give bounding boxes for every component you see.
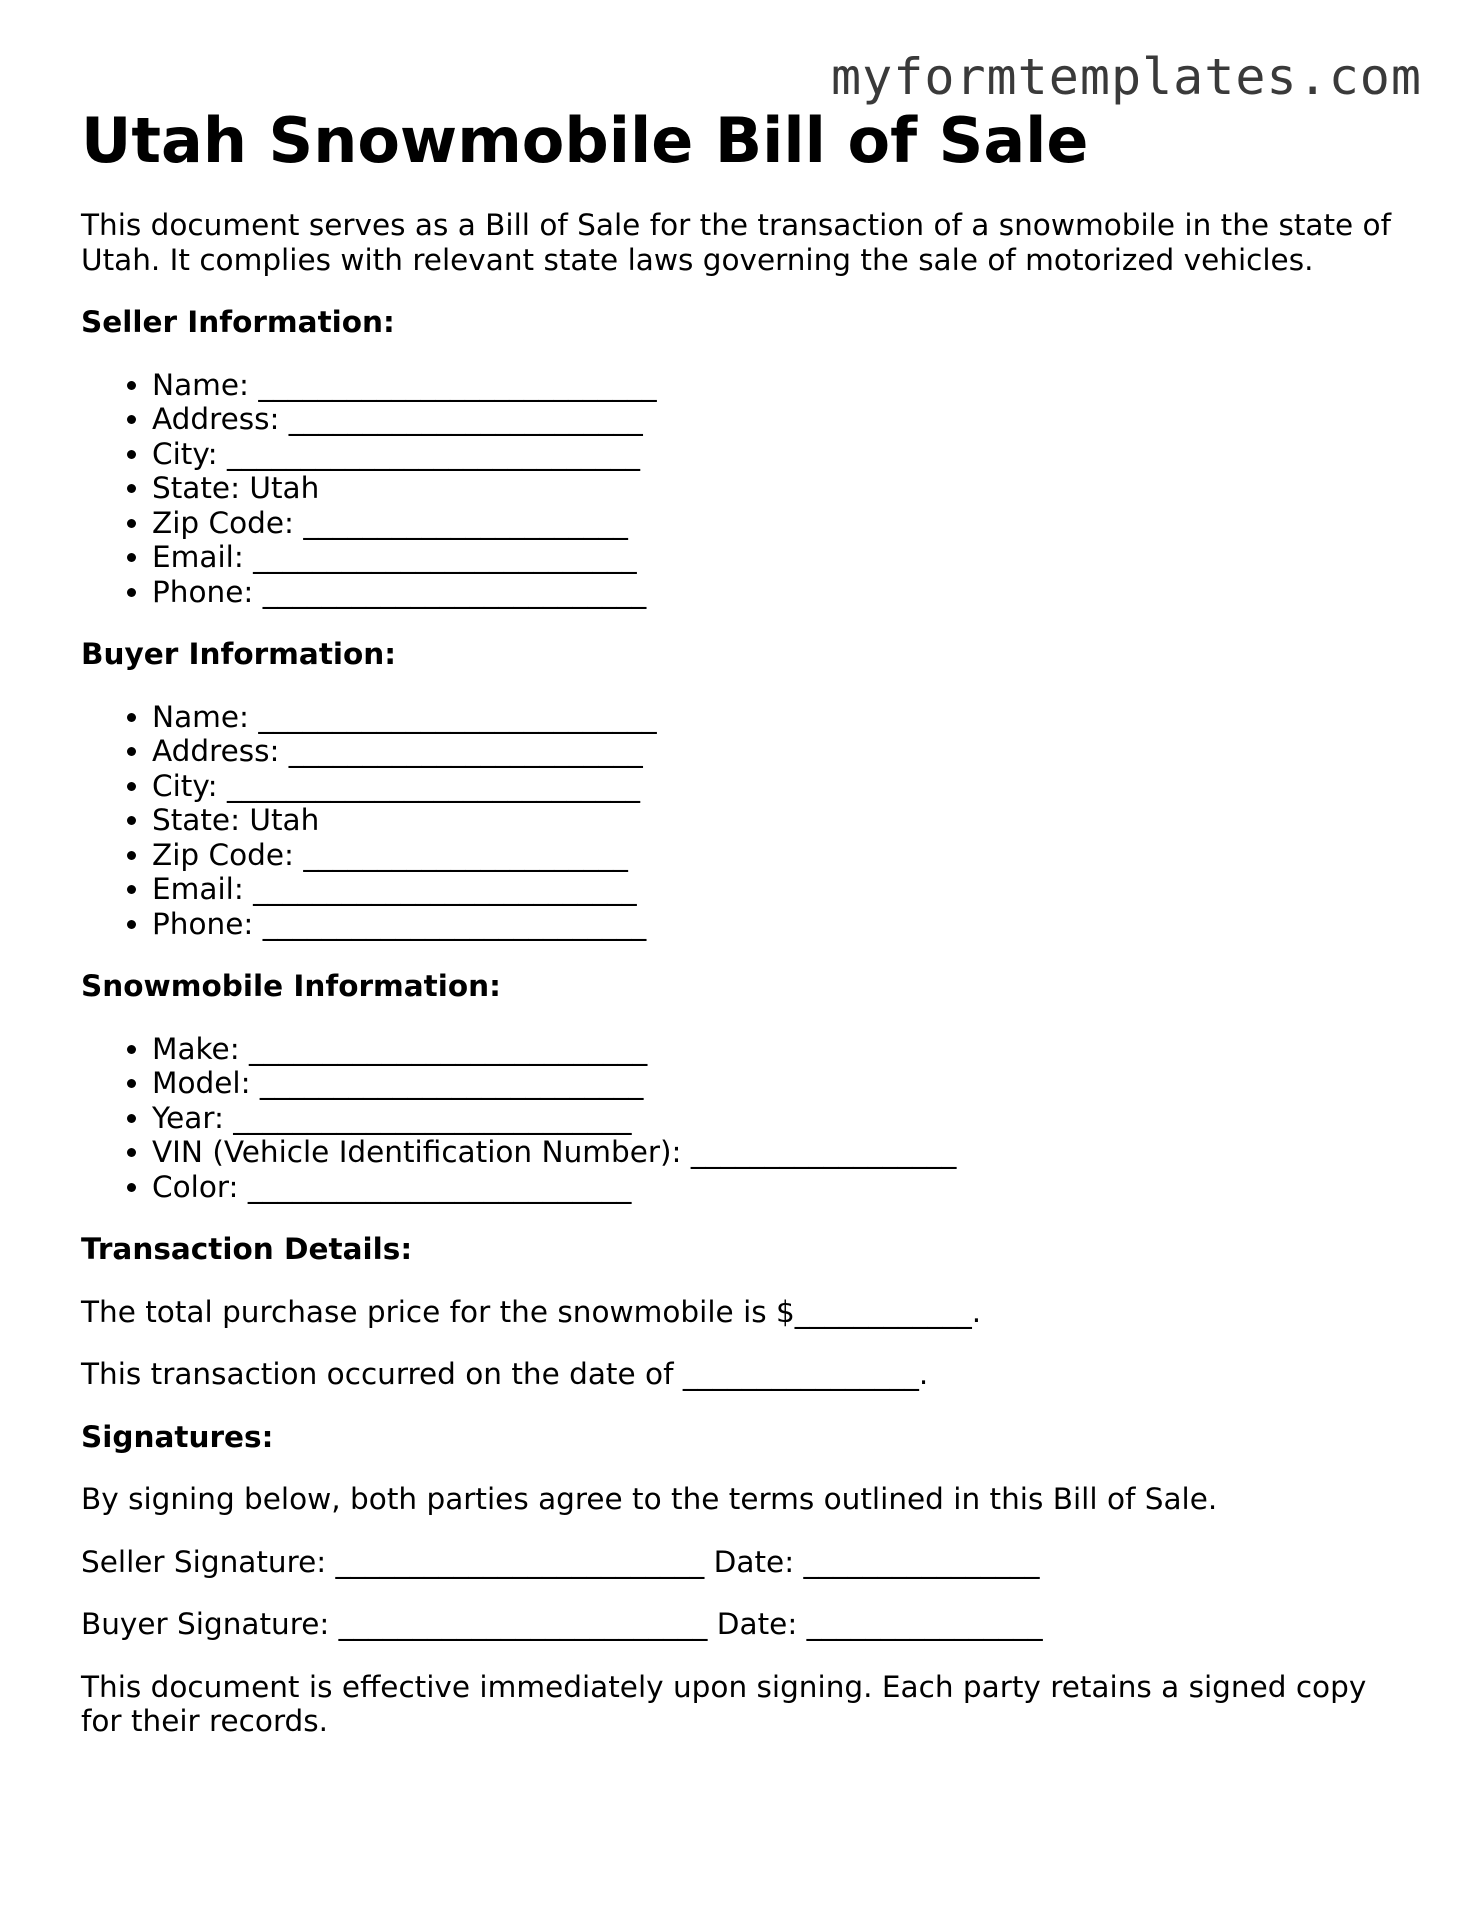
page-title: Utah Snowmobile Bill of Sale (81, 104, 1089, 177)
seller-state-field: • State: Utah (152, 471, 1411, 506)
seller-phone-field: • Phone: __________________________ (152, 575, 1411, 610)
buyer-field-list (81, 700, 1411, 942)
seller-name-field: • Name: ___________________________ (152, 368, 1411, 403)
buyer-name-field: • Name: ___________________________ (152, 700, 1411, 735)
buyer-state-field: • State: Utah (152, 803, 1411, 838)
seller-signature-line: Seller Signature: _________________________ Date: ________________ (81, 1544, 1040, 1579)
seller-email-field: • Email: __________________________ (152, 540, 1411, 575)
transaction-heading: Transaction Details: (81, 1232, 413, 1266)
transaction-date-line: This transaction occurred on the date of ________________. (81, 1357, 929, 1391)
footer-paragraph: This document is effective immediately upon signing. Each party retains a signed copy for their records. (81, 1669, 1367, 1738)
watermark: myformtemplates.com (831, 48, 1422, 106)
snowmobile-field-list (81, 1032, 1411, 1205)
seller-heading: Seller Information: (81, 305, 395, 339)
signatures-heading: Signatures: (81, 1419, 274, 1454)
seller-zip-field: • Zip Code: ______________________ (152, 506, 1411, 541)
seller-city-field: • City: ____________________________ (152, 437, 1411, 472)
document-body (81, 208, 1411, 1767)
snowmobile-vin-field: • VIN (Vehicle Identification Number): __________________ (152, 1135, 1411, 1170)
purchase-price-line: The total purchase price for the snowmobile is $____________. (81, 1294, 982, 1329)
seller-address-field: • Address: ________________________ (152, 402, 1411, 437)
seller-field-list (81, 368, 1411, 610)
snowmobile-heading: Snowmobile Information: (81, 969, 501, 1003)
buyer-email-field: • Email: __________________________ (152, 872, 1411, 907)
buyer-city-field: • City: ____________________________ (152, 769, 1411, 804)
snowmobile-model-field: • Model: __________________________ (152, 1066, 1411, 1101)
snowmobile-year-field: • Year: ___________________________ (152, 1101, 1411, 1136)
buyer-address-field: • Address: ________________________ (152, 734, 1411, 769)
intro-paragraph: This document serves as a Bill of Sale for the transaction of a snowmobile in the state of Utah. It complies with relevant state laws governing the sale of motorized vehicles. (81, 208, 1391, 277)
snowmobile-make-field: • Make: ___________________________ (152, 1032, 1411, 1067)
snowmobile-color-field: • Color: __________________________ (152, 1170, 1411, 1205)
buyer-phone-field: • Phone: __________________________ (152, 907, 1411, 942)
buyer-zip-field: • Zip Code: ______________________ (152, 838, 1411, 873)
buyer-signature-line: Buyer Signature: _________________________ Date: ________________ (81, 1607, 1043, 1641)
buyer-heading: Buyer Information: (81, 637, 397, 671)
signature-statement: By signing below, both parties agree to the terms outlined in this Bill of Sale. (81, 1482, 1218, 1516)
